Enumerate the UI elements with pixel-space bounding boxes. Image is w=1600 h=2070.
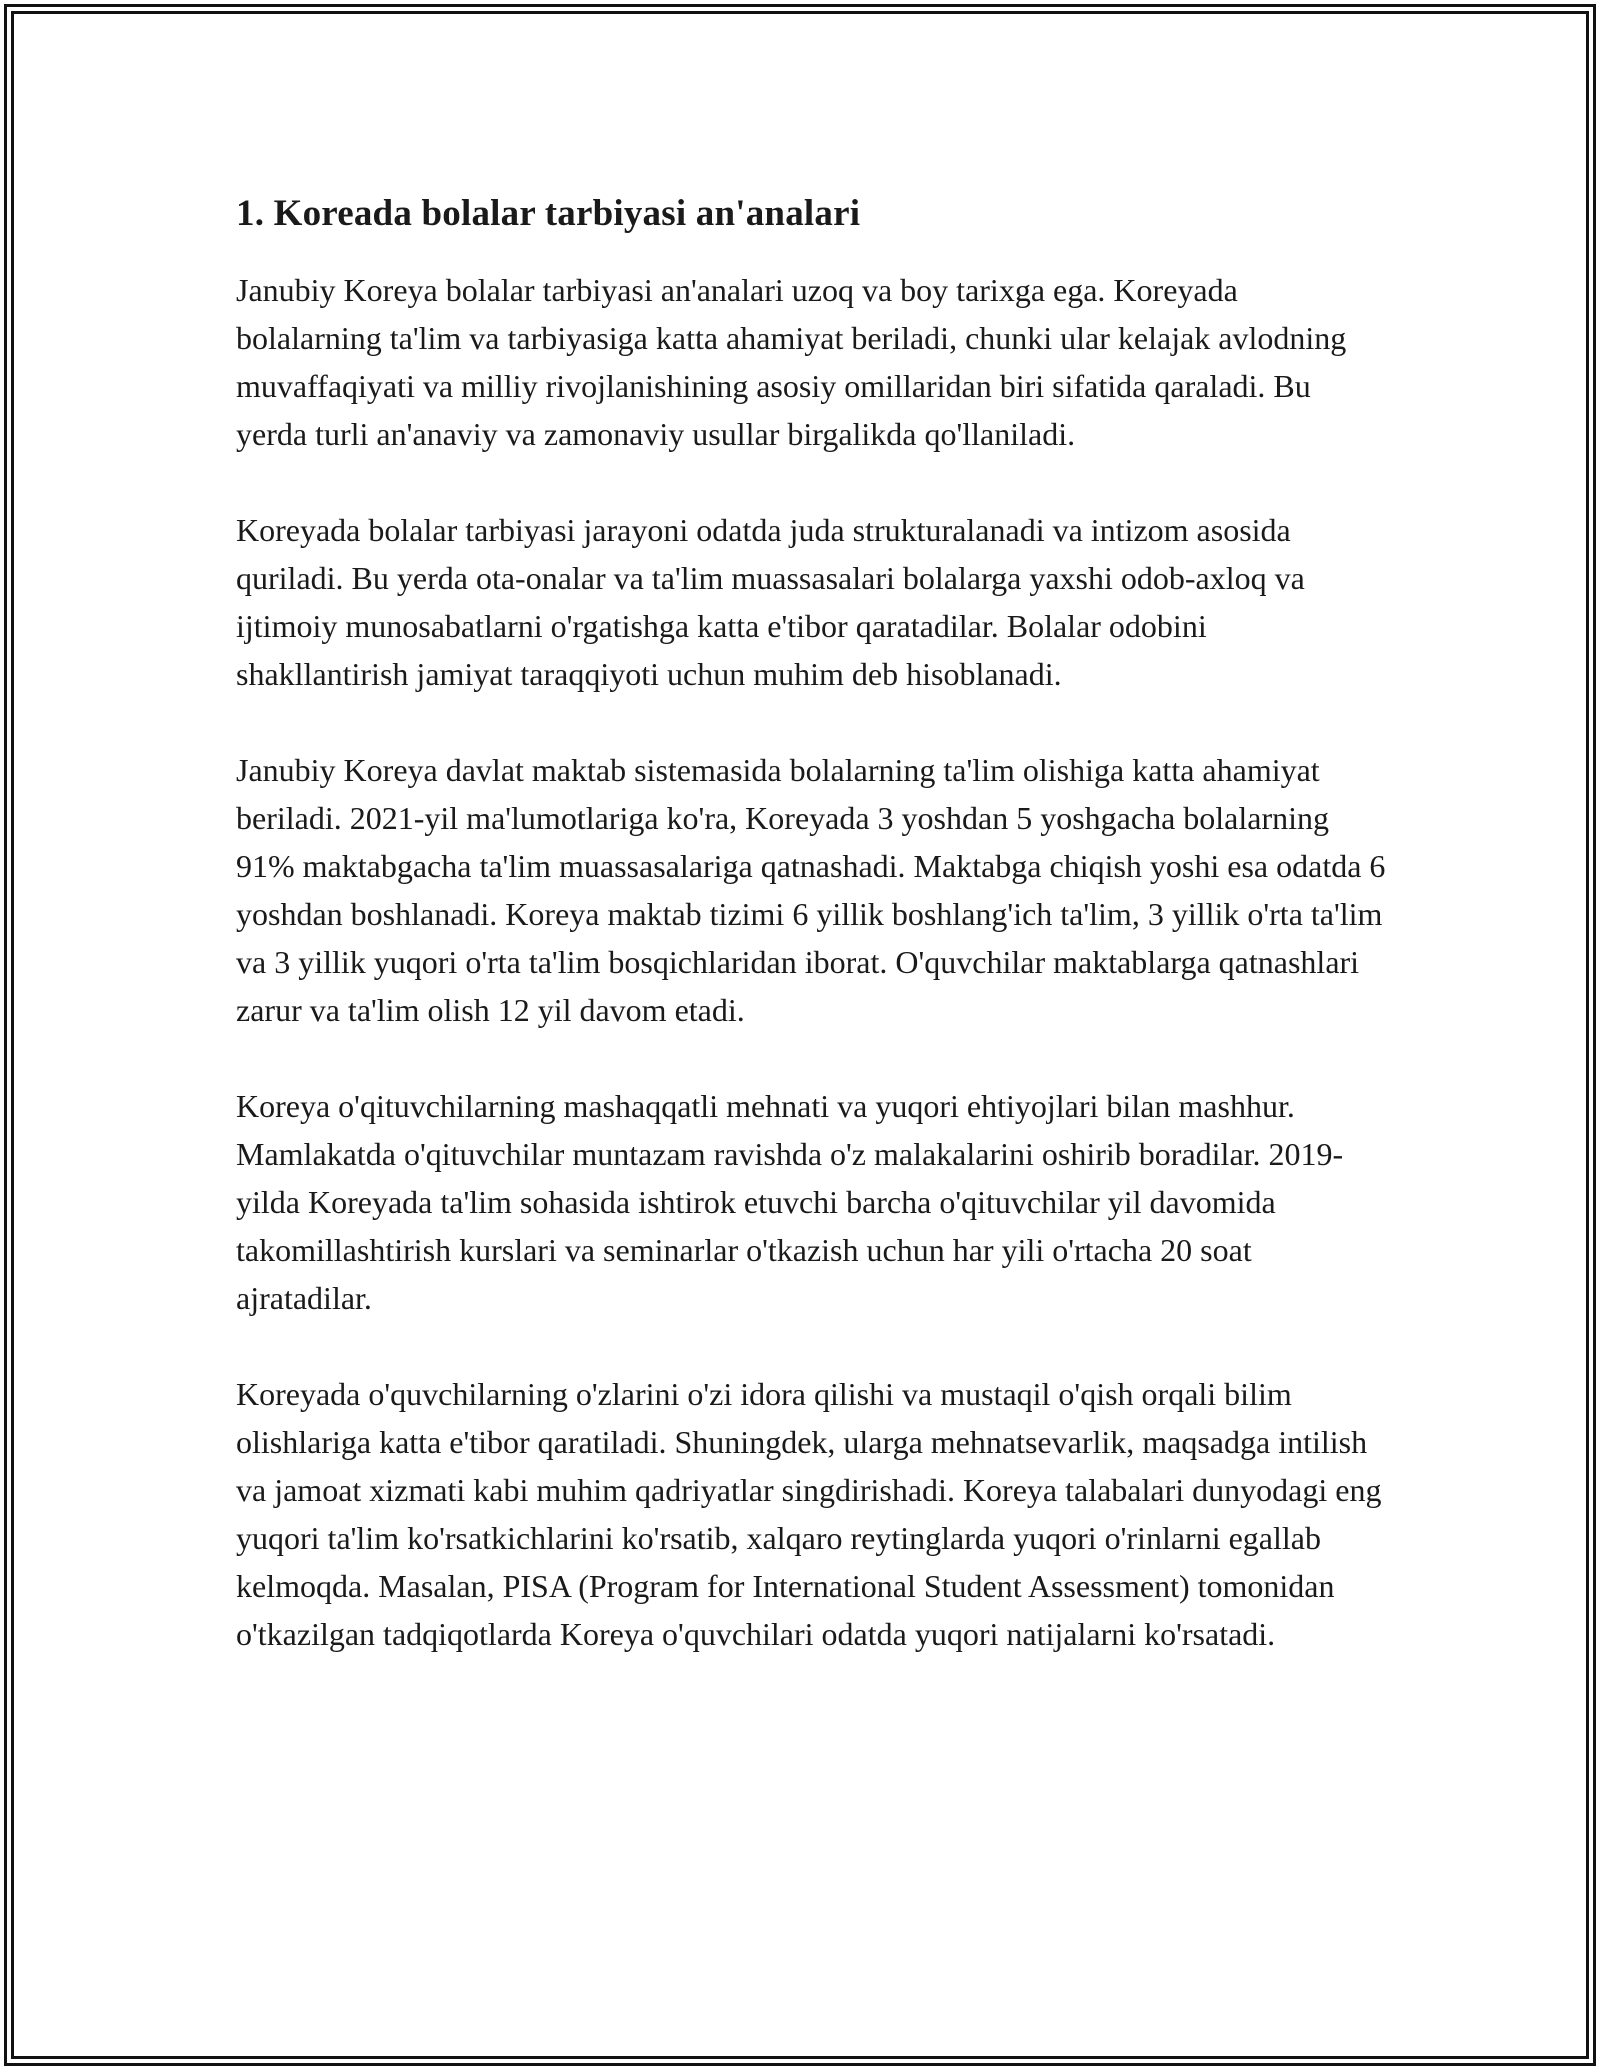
document-body (236, 188, 1386, 1658)
paragraph-4: Koreya o'qituvchilarning mashaqqatli mehnati va yuqori ehtiyojlari bilan mashhur. Mamlakatda o'qituvchilar muntazam ravishda o'z malakalarini oshirib boradilar. 2019-yilda Koreyada ta'lim sohasida ishtirok etuvchi barcha o'qituvchilar yil davomida takomillashtirish kurslari va seminarlar o'tkazish uchun har yili o'rtacha 20 soat ajratadilar. (236, 1088, 1344, 1316)
paragraph-2: Koreyada bolalar tarbiyasi jarayoni odatda juda strukturalanadi va intizom asosida quriladi. Bu yerda ota-onalar va ta'lim muassasalari bolalarga yaxshi odob-axloq va ijtimoiy munosabatlarni o'rgatishga katta e'tibor qaratadilar. Bolalar odobini shakllantirish jamiyat taraqqiyoti uchun muhim deb hisoblanadi. (236, 512, 1305, 692)
paragraph-1: Janubiy Koreya bolalar tarbiyasi an'analari uzoq va boy tarixga ega. Koreyada bolalarning ta'lim va tarbiyasiga katta ahamiyat beriladi, chunki ular kelajak avlodning muvaffaqiyati va milliy rivojlanishining asosiy omillaridan biri sifatida qaraladi. Bu yerda turli an'anaviy va zamonaviy usullar birgalikda qo'llaniladi. (236, 272, 1347, 452)
section-title: 1. Koreada bolalar tarbiyasi an'analari (236, 193, 861, 234)
paragraph-5: Koreyada o'quvchilarning o'zlarini o'zi idora qilishi va mustaqil o'qish orqali bilim olishlariga katta e'tibor qaratiladi. Shuningdek, ularga mehnatsevarlik, maqsadga intilish va jamoat xizmati kabi muhim qadriyatlar singdirishadi. Koreya talabalari dunyodagi eng yuqori ta'lim ko'rsatkichlarini ko'rsatib, xalqaro reytinglarda yuqori o'rinlarni egallab kelmoqda. Masalan, PISA (Program for International Student Assessment) tomonidan o'tkazilgan tadqiqotlarda Koreya o'quvchilari odatda yuqori natijalarni ko'rsatadi. (236, 1376, 1382, 1652)
paragraph-3: Janubiy Koreya davlat maktab sistemasida bolalarning ta'lim olishiga katta ahamiyat beriladi. 2021-yil ma'lumotlariga ko'ra, Koreyada 3 yoshdan 5 yoshgacha bolalarning 91% maktabgacha ta'lim muassasalariga qatnashadi. Maktabga chiqish yoshi esa odatda 6 yoshdan boshlanadi. Koreya maktab tizimi 6 yillik boshlang'ich ta'lim, 3 yillik o'rta ta'lim va 3 yillik yuqori o'rta ta'lim bosqichlaridan iborat. O'quvchilar maktablarga qatnashlari zarur va ta'lim olish 12 yil davom etadi. (236, 752, 1386, 1028)
